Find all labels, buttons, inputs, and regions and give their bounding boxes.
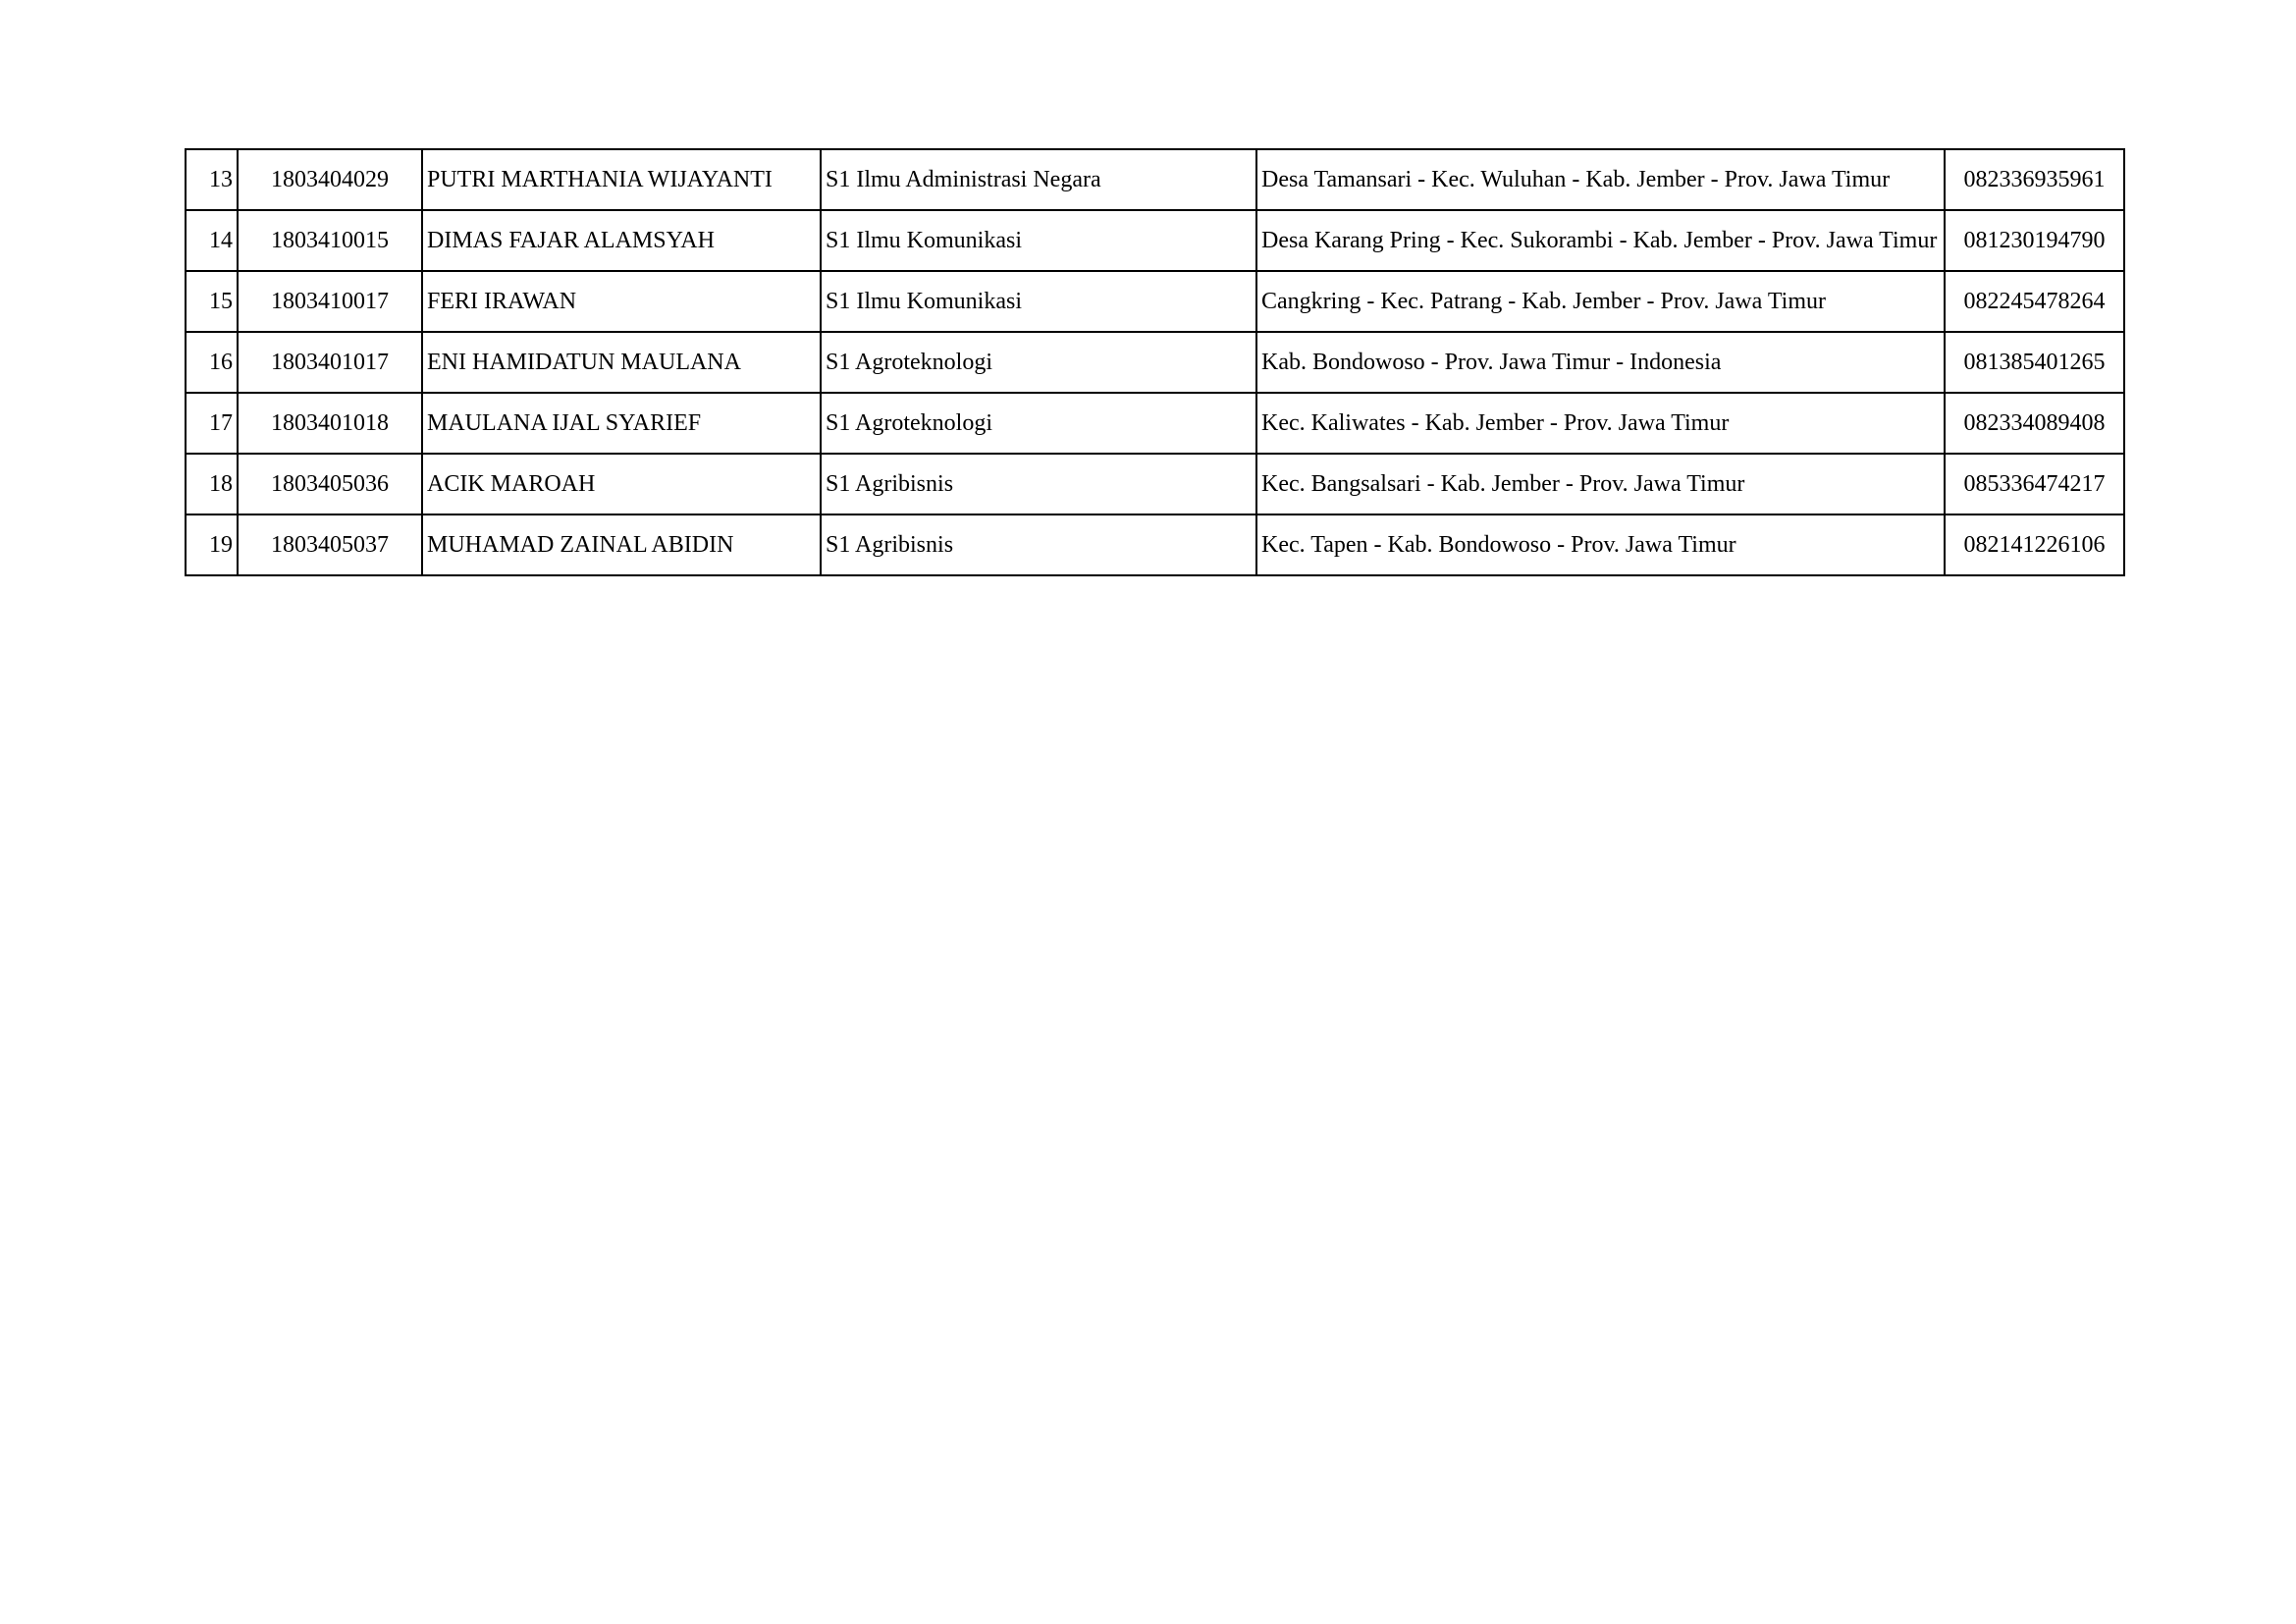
phone-cell: 082334089408 [1945,393,2124,454]
address-cell: Kec. Kaliwates - Kab. Jember - Prov. Jawa Timur [1256,393,1945,454]
phone-cell: 082245478264 [1945,271,2124,332]
student-name-cell: PUTRI MARTHANIA WIJAYANTI [422,149,821,210]
student-id-cell: 1803410015 [238,210,422,271]
student-name-cell: DIMAS FAJAR ALAMSYAH [422,210,821,271]
student-id-cell: 1803405036 [238,454,422,514]
row-number-cell: 16 [186,332,238,393]
table-row [186,332,2124,393]
study-program-cell: S1 Ilmu Komunikasi [821,210,1256,271]
student-id-cell: 1803410017 [238,271,422,332]
address-cell: Cangkring - Kec. Patrang - Kab. Jember - Prov. Jawa Timur [1256,271,1945,332]
study-program-cell: S1 Agribisnis [821,454,1256,514]
phone-cell: 081230194790 [1945,210,2124,271]
row-number-cell: 19 [186,514,238,575]
address-cell: Kec. Tapen - Kab. Bondowoso - Prov. Jawa Timur [1256,514,1945,575]
row-number-cell: 18 [186,454,238,514]
row-number-cell: 15 [186,271,238,332]
table-row [186,149,2124,210]
row-number-cell: 17 [186,393,238,454]
student-name-cell: ENI HAMIDATUN MAULANA [422,332,821,393]
study-program-cell: S1 Agroteknologi [821,332,1256,393]
table-row [186,210,2124,271]
study-program-cell: S1 Agroteknologi [821,393,1256,454]
study-program-cell: S1 Agribisnis [821,514,1256,575]
phone-cell: 085336474217 [1945,454,2124,514]
student-name-cell: ACIK MAROAH [422,454,821,514]
row-number-cell: 13 [186,149,238,210]
table-row [186,454,2124,514]
phone-cell: 081385401265 [1945,332,2124,393]
student-table-body [186,149,2124,575]
student-name-cell: FERI IRAWAN [422,271,821,332]
student-name-cell: MUHAMAD ZAINAL ABIDIN [422,514,821,575]
table-row [186,271,2124,332]
table-row [186,514,2124,575]
student-id-cell: 1803401018 [238,393,422,454]
address-cell: Kab. Bondowoso - Prov. Jawa Timur - Indonesia [1256,332,1945,393]
address-cell: Desa Tamansari - Kec. Wuluhan - Kab. Jember - Prov. Jawa Timur [1256,149,1945,210]
phone-cell: 082141226106 [1945,514,2124,575]
student-table [185,148,2125,576]
phone-cell: 082336935961 [1945,149,2124,210]
address-cell: Desa Karang Pring - Kec. Sukorambi - Kab. Jember - Prov. Jawa Timur [1256,210,1945,271]
study-program-cell: S1 Ilmu Komunikasi [821,271,1256,332]
student-id-cell: 1803405037 [238,514,422,575]
student-name-cell: MAULANA IJAL SYARIEF [422,393,821,454]
study-program-cell: S1 Ilmu Administrasi Negara [821,149,1256,210]
student-id-cell: 1803401017 [238,332,422,393]
student-id-cell: 1803404029 [238,149,422,210]
row-number-cell: 14 [186,210,238,271]
address-cell: Kec. Bangsalsari - Kab. Jember - Prov. Jawa Timur [1256,454,1945,514]
table-row [186,393,2124,454]
